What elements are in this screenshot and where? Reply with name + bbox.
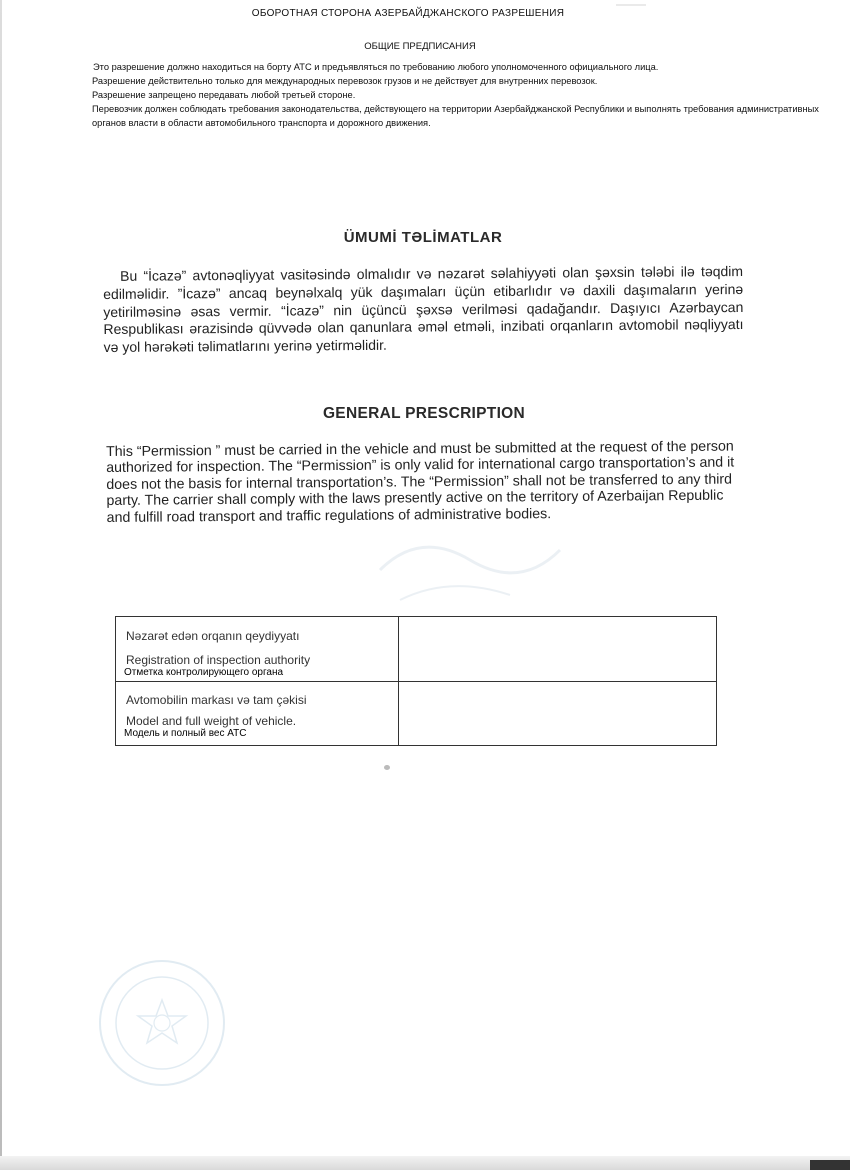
ru-instructions — [92, 60, 822, 130]
scan-speck — [384, 765, 390, 770]
row-label-en: Registration of inspection authority — [126, 653, 311, 667]
row-label-ru: Отметка контролирующего органа — [124, 667, 284, 678]
scan-speck — [616, 4, 646, 6]
state-emblem-stamp — [92, 948, 232, 1098]
row-label-az: Nəzarət edən orqanın qeydiyyatı — [126, 629, 300, 643]
az-section-body — [103, 263, 744, 357]
ru-paragraph: Разрешение запрещено передавать любой третьей стороне. — [92, 90, 356, 100]
ru-paragraph: Перевозчик должен соблюдать требования законодательства, действующего на территории Азербайджанской Республики и выполнять требования административных органов власти в области автомобильного транспорта и дорожного движения. — [92, 104, 819, 128]
table-column-divider — [398, 617, 399, 745]
en-section-body: This “Permission ” must be carried in the vehicle and must be submitted at the request of the person authorized for inspection. The “Permission” is only valid for international cargo transportation’s and it does not the basis for internal transportation’s. The “Permission” shall not be transferred to any third party. The carrier shall comply with the laws presently active on the territory of Azerbaijan Republic and fulfill road transport and traffic regulations of administrative bodies. — [106, 438, 735, 526]
ru-section-title: ОБЩИЕ ПРЕДПИСАНИЯ — [364, 41, 476, 52]
registration-table — [115, 616, 717, 746]
page-edge — [0, 0, 2, 1170]
az-body-text: Bu “İcazə” avtonəqliyyat vasitəsində olmalıdır və nəzarət səlahiyyəti olan şəxsin tələbi ilə təqdim edilməlidir. ”İcazə” ancaq beynəlxalq yük daşımaları üçün etibarlıdır və daxili daşımaların yerinə yetirilməsinə əsas vermir. “İcazə” nin üçüncü şəxsə verilməsi qadağandır. Daşıyıcı Azərbaycan Respublikası ərazisində qüvvədə olan qanunlara əməl etməli, inzibati orqanların avtomobil nəqliyyatı və yol hərəkəti təlimatlarını yerinə yetirməlidir. — [103, 262, 744, 356]
az-section-title: ÜMUMİ TƏLİMATLAR — [343, 229, 503, 246]
faint-stamp-smudge — [360, 520, 590, 620]
scan-corner — [810, 1160, 850, 1170]
table-row — [116, 617, 716, 682]
en-section-title: GENERAL PRESCRIPTION — [322, 405, 526, 422]
row-label-en: Model and full weight of vehicle. — [126, 714, 297, 728]
page-bottom-edge — [0, 1156, 850, 1170]
row-label-ru: Модель и полный вес АТС — [124, 728, 247, 739]
row-label-az: Avtomobilin markası və tam çəkisi — [126, 693, 307, 707]
table-row — [116, 682, 716, 746]
ru-paragraph: Разрешение действительно только для международных перевозок грузов и не действует для внутренних перевозок. — [92, 76, 598, 86]
ru-document-title: ОБОРОТНАЯ СТОРОНА АЗЕРБАЙДЖАНСКОГО РАЗРЕШЕНИЯ — [251, 8, 565, 19]
ru-paragraph: Это разрешение должно находиться на борту АТС и предъявляться по требованию любого уполномоченного официального лица. — [93, 62, 659, 72]
